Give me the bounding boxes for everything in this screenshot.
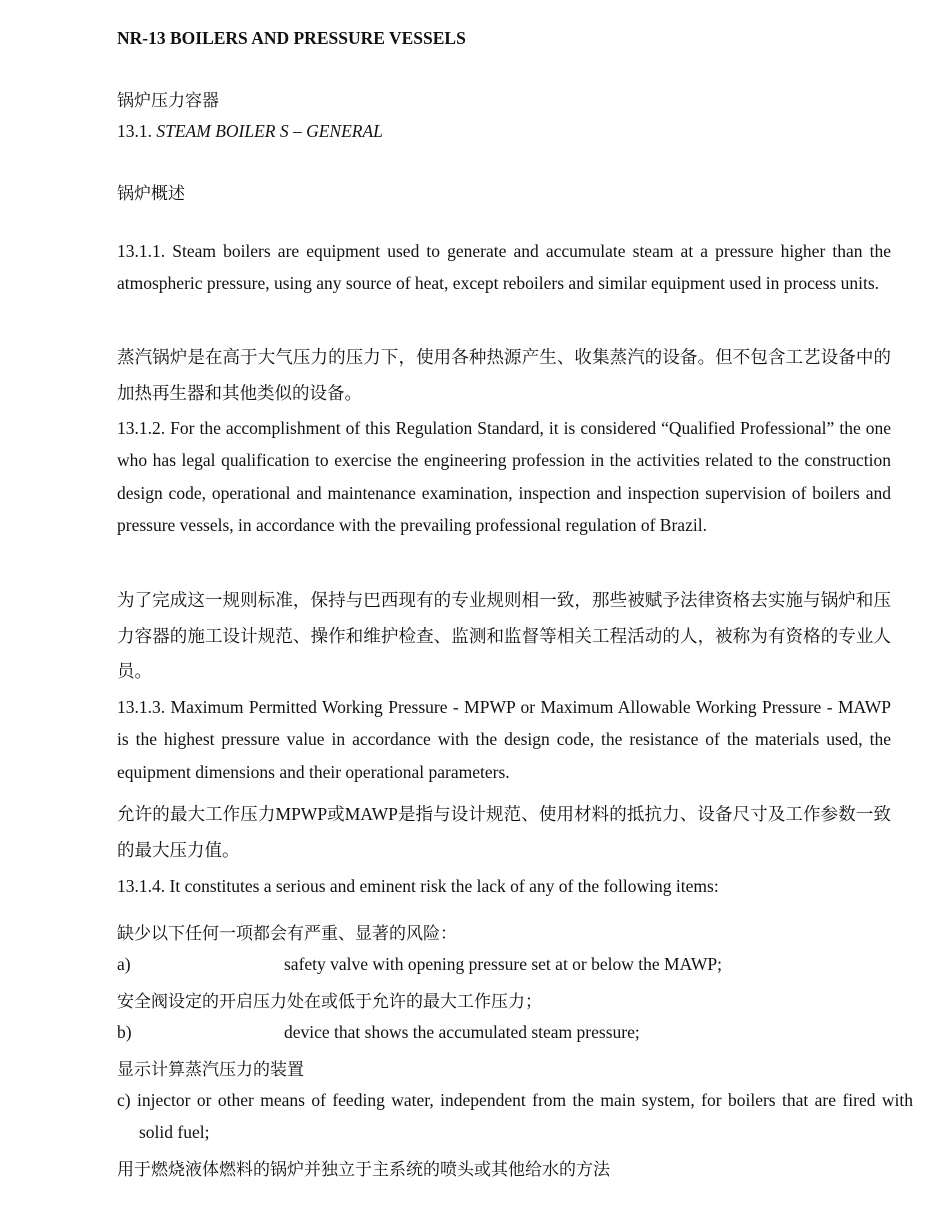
paragraph-13-1-2-zh: 为了完成这一规则标准，保持与巴西现有的专业规则相一致，那些被赋予法律资格去实施与锅炉和压力容器的施工设计规范、操作和维护检查、监测和监督等相关工程活动的人，被称为有资格的专业人员。 xyxy=(117,590,891,681)
section-number: 13.1. xyxy=(117,121,152,141)
list-item-b-zh: 显示计算蒸汽压力的装置 xyxy=(117,1060,304,1079)
document-title: NR-13 BOILERS AND PRESSURE VESSELS xyxy=(117,28,466,48)
paragraph-13-1-4: 13.1.4. It constitutes a serious and eminent risk the lack of any of the following items: xyxy=(117,876,719,896)
list-item-b-text: device that shows the accumulated steam pressure; xyxy=(284,1022,640,1042)
list-item-b-label: b) xyxy=(117,1022,132,1042)
list-item-a-text: safety valve with opening pressure set at or below the MAWP; xyxy=(284,954,722,974)
section-heading xyxy=(117,121,383,142)
list-item-a xyxy=(117,954,722,975)
paragraph-13-1-2: 13.1.2. For the accomplishment of this Regulation Standard, it is considered “Qualified Professional” the one who has legal qualification to exercise the engineering profession in the activities related to the construction design code, operational and maintenance examination, inspection and inspection supervision of boilers and pressure vessels, in accordance with the prevailing professional regulation of Brazil. xyxy=(117,418,891,535)
paragraph-13-1-1-zh: 蒸汽锅炉是在高于大气压力的压力下，使用各种热源产生、收集蒸汽的设备。但不包含工艺设备中的加热再生器和其他类似的设备。 xyxy=(117,347,891,403)
list-item-a-label: a) xyxy=(117,954,131,974)
paragraph-13-1-4-zh: 缺少以下任何一项都会有严重、显著的风险： xyxy=(117,924,457,943)
section-title: STEAM BOILER S – GENERAL xyxy=(156,121,383,141)
document-title-zh: 锅炉压力容器 xyxy=(117,91,219,110)
list-item-c-zh: 用于燃烧液体燃料的锅炉并独立于主系统的喷头或其他给水的方法 xyxy=(117,1160,610,1179)
list-item-a-zh: 安全阀设定的开启压力处在或低于允许的最大工作压力； xyxy=(117,992,542,1011)
paragraph-13-1-3: 13.1.3. Maximum Permitted Working Pressure - MPWP or Maximum Allowable Working Pressure - MAWP is the highest pressure value in accordance with the design code, the resistance of the materials used, the equipment dimensions and their operational parameters. xyxy=(117,697,891,782)
paragraph-13-1-1: 13.1.1. Steam boilers are equipment used to generate and accumulate steam at a pressure higher than the atmospheric pressure, using any source of heat, except reboilers and similar equipment used in process units. xyxy=(117,241,891,294)
paragraph-13-1-3-zh: 允许的最大工作压力MPWP或MAWP是指与设计规范、使用材料的抵抗力、设备尺寸及工作参数一致的最大压力值。 xyxy=(117,804,891,860)
list-item-c: c) injector or other means of feeding water, independent from the main system, for boilers that are fired with solid fuel; xyxy=(117,1090,913,1143)
list-item-b xyxy=(117,1022,640,1043)
section-title-zh: 锅炉概述 xyxy=(117,184,185,203)
